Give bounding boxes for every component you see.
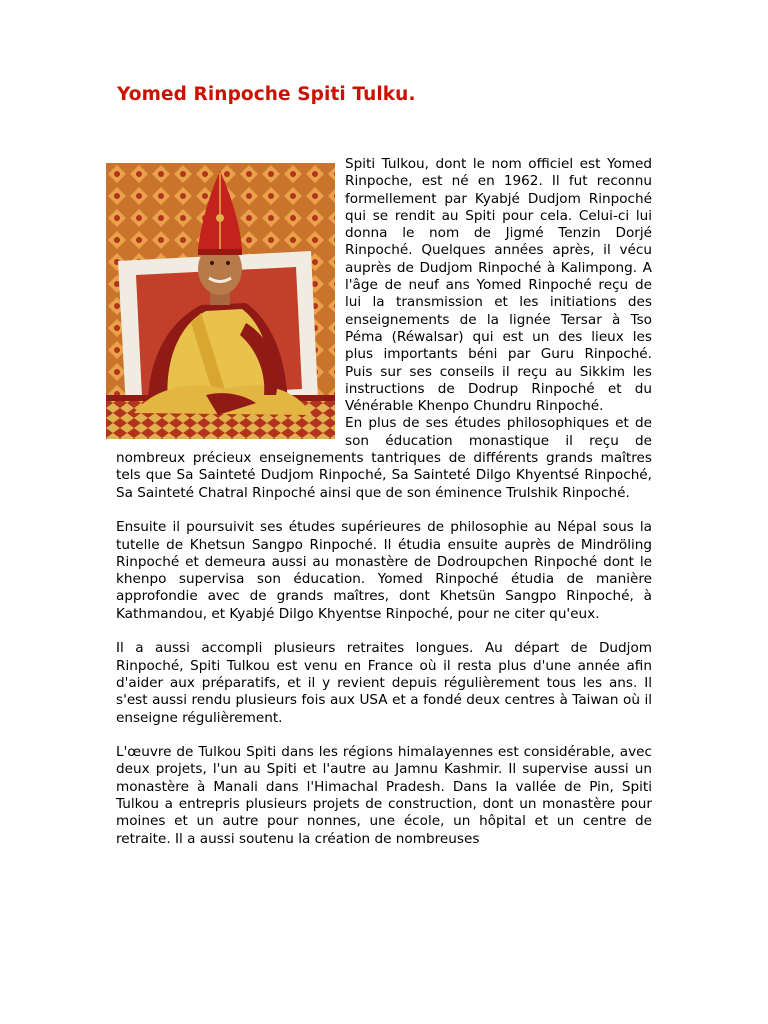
paragraph-4: Il a aussi accompli plusieurs retraites longues. Au départ de Dudjom Rinpoché, Spiti Tulkou est venu en France où il resta plus d'une année afin d'aider aux préparatifs, et il y revient depuis régulièrement tous les ans. Il s'est aussi rendu plusieurs fois aux USA et a fondé deux centres à Taiwan où il enseigne régulièrement.: [116, 640, 652, 726]
portrait-photo: [106, 163, 335, 439]
paragraph-3: Ensuite il poursuivit ses études supérieures de philosophie au Népal sous la tutelle de Khetsun Sangpo Rinpoché. Il étudia ensuite auprès de Mindröling Rinpoché et demeura aussi au monastère de Dodroupchen Rinpoché dont le khenpo supervisa son éducation. Yomed Rinpoché étudia de manière approfondie avec de grands maîtres, dont Khetsün Sangpo Rinpoché, à Kathmandou, et Kyabjé Dilgo Khyentse Rinpoché, pour ne citer qu'eux.: [116, 519, 652, 622]
paragraph-1: Spiti Tulkou, dont le nom officiel est Yomed Rinpoche, est né en 1962. Il fut reconnu formellement par Kyabjé Dudjom Rinpoché qui se rendit au Spiti pour cela. Celui-ci lui donna le nom de Jigmé Tenzin Dorjé Rinpoché. Quelques années après, il vécu auprès de Dudjom Rinpoché à Kalimpong. A l'âge de neuf ans Yomed Rinpoché reçu de lui la transmission et les initiations des enseignements de la lignée Tersar à Tso Péma (Réwalsar) qui est un des lieux les plus importants béni par Guru Rinpoché. Puis sur ses conseils il reçu au Sikkim les instructions de Dodrup Rinpoché et du Vénérable Khenpo Chundru Rinpoché.: [345, 156, 652, 415]
document-body: [116, 156, 652, 865]
document-title: Yomed Rinpoche Spiti Tulku.: [117, 84, 416, 105]
paragraph-5: L'œuvre de Tulkou Spiti dans les régions himalayennes est considérable, avec deux projets, l'un au Spiti et l'autre au Jamnu Kashmir. Il supervise aussi un monastère à Manali dans l'Himachal Pradesh. Dans la vallée de Pin, Spiti Tulkou a entrepris plusieurs projets de construction, dont un monastère pour moines et un autre pour nonnes, une école, un hôpital et un centre de retraite. Il a aussi soutenu la création de nombreuses: [116, 744, 652, 847]
paragraph-2: En plus de ses études philosophiques et de son éducation monastique il reçu de nombreux précieux enseignements tantriques de différents grands maîtres tels que Sa Sainteté Dudjom Rinpoché, Sa Sainteté Dilgo Khyentsé Rinpoché, Sa Sainteté Chatral Rinpoché ainsi que de son éminence Trulshik Rinpoché.: [116, 415, 652, 501]
